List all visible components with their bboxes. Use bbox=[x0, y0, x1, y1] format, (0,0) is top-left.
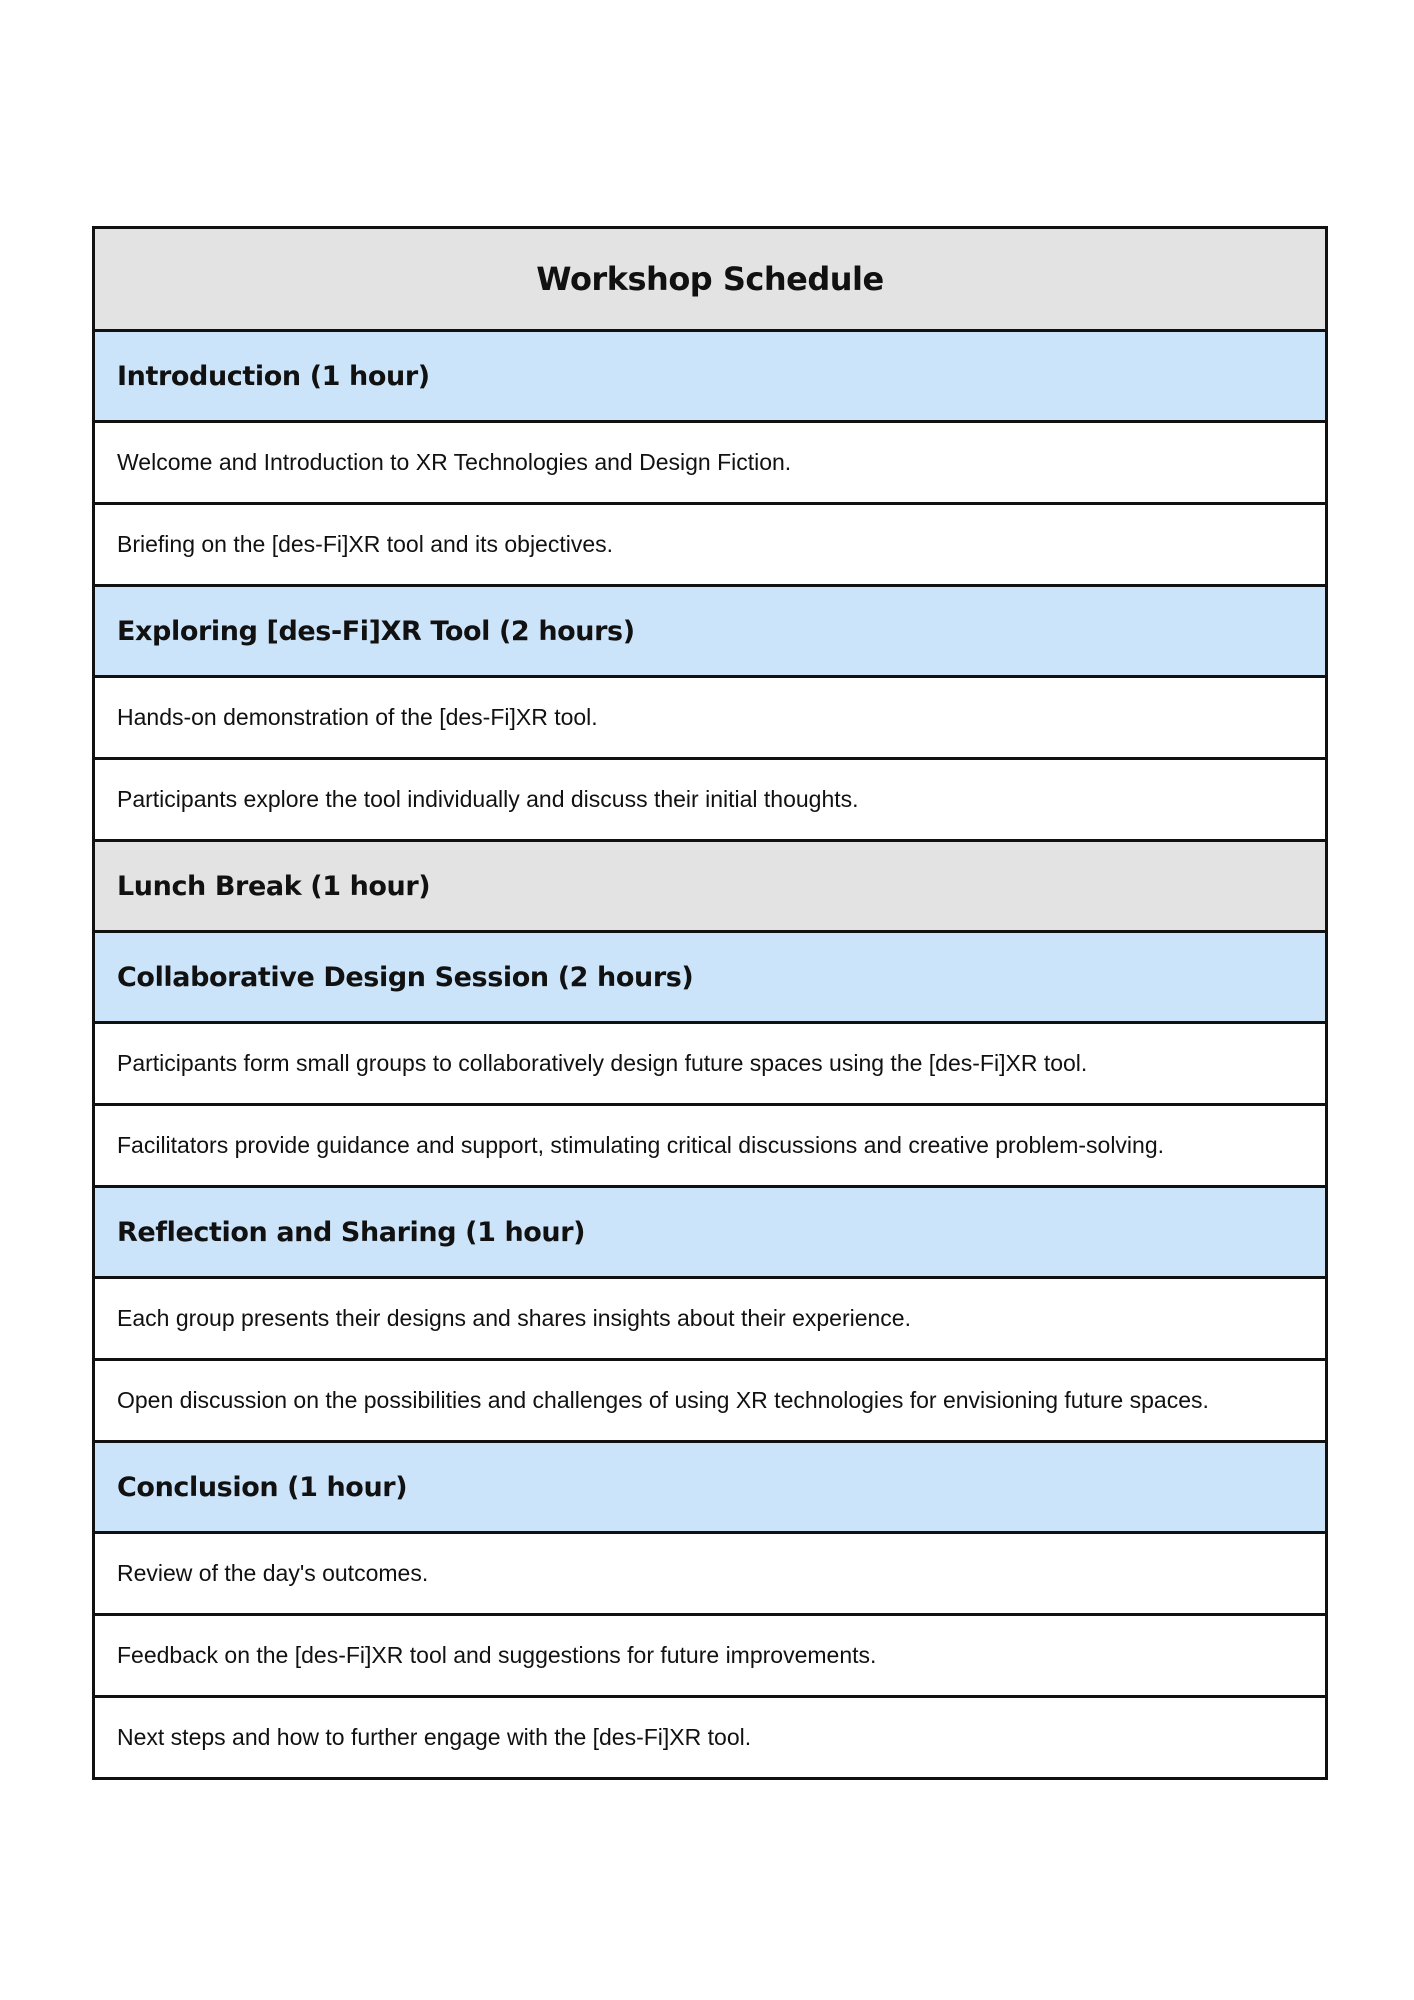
schedule-item bbox=[95, 1021, 1325, 1103]
schedule-item-text: Participants explore the tool individually and discuss their initial thoughts. bbox=[117, 786, 859, 812]
schedule-item-text: Each group presents their designs and shares insights about their experience. bbox=[117, 1305, 911, 1331]
section-heading-lunch-break bbox=[95, 839, 1325, 930]
section-heading-conclusion bbox=[95, 1440, 1325, 1531]
schedule-item-text: Review of the day's outcomes. bbox=[117, 1560, 429, 1586]
schedule-item bbox=[95, 502, 1325, 584]
schedule-item-text: Open discussion on the possibilities and challenges of using XR technologies for envisioning future spaces. bbox=[117, 1387, 1209, 1413]
section-heading-text: Lunch Break (1 hour) bbox=[117, 870, 431, 902]
schedule-item-text: Next steps and how to further engage with the [des-Fi]XR tool. bbox=[117, 1724, 752, 1750]
schedule-item bbox=[95, 1276, 1325, 1358]
schedule-item bbox=[95, 1531, 1325, 1613]
schedule-item bbox=[95, 757, 1325, 839]
schedule-item-text: Hands-on demonstration of the [des-Fi]XR tool. bbox=[117, 704, 598, 730]
section-heading-text: Conclusion (1 hour) bbox=[117, 1471, 408, 1503]
section-heading-text: Collaborative Design Session (2 hours) bbox=[117, 961, 694, 993]
schedule-title-row bbox=[95, 229, 1325, 329]
schedule-item bbox=[95, 1613, 1325, 1695]
schedule-item bbox=[95, 1103, 1325, 1185]
schedule-item-text: Facilitators provide guidance and support, stimulating critical discussions and creative problem-solving. bbox=[117, 1132, 1165, 1158]
schedule-item-text: Feedback on the [des-Fi]XR tool and suggestions for future improvements. bbox=[117, 1642, 877, 1668]
schedule-item bbox=[95, 420, 1325, 502]
schedule-item bbox=[95, 1695, 1325, 1777]
section-heading-exploring bbox=[95, 584, 1325, 675]
section-heading-introduction bbox=[95, 329, 1325, 420]
section-heading-text: Introduction (1 hour) bbox=[117, 360, 430, 392]
schedule-item bbox=[95, 1358, 1325, 1440]
workshop-schedule-table bbox=[92, 226, 1328, 1780]
schedule-title: Workshop Schedule bbox=[536, 260, 884, 298]
schedule-item-text: Participants form small groups to collaboratively design future spaces using the [des-Fi]XR tool. bbox=[117, 1050, 1088, 1076]
schedule-item bbox=[95, 675, 1325, 757]
section-heading-reflection bbox=[95, 1185, 1325, 1276]
schedule-item-text: Welcome and Introduction to XR Technologies and Design Fiction. bbox=[117, 449, 792, 475]
section-heading-text: Exploring [des-Fi]XR Tool (2 hours) bbox=[117, 615, 635, 647]
section-heading-text: Reflection and Sharing (1 hour) bbox=[117, 1216, 586, 1248]
section-heading-collaborative-design bbox=[95, 930, 1325, 1021]
schedule-item-text: Briefing on the [des-Fi]XR tool and its objectives. bbox=[117, 531, 614, 557]
